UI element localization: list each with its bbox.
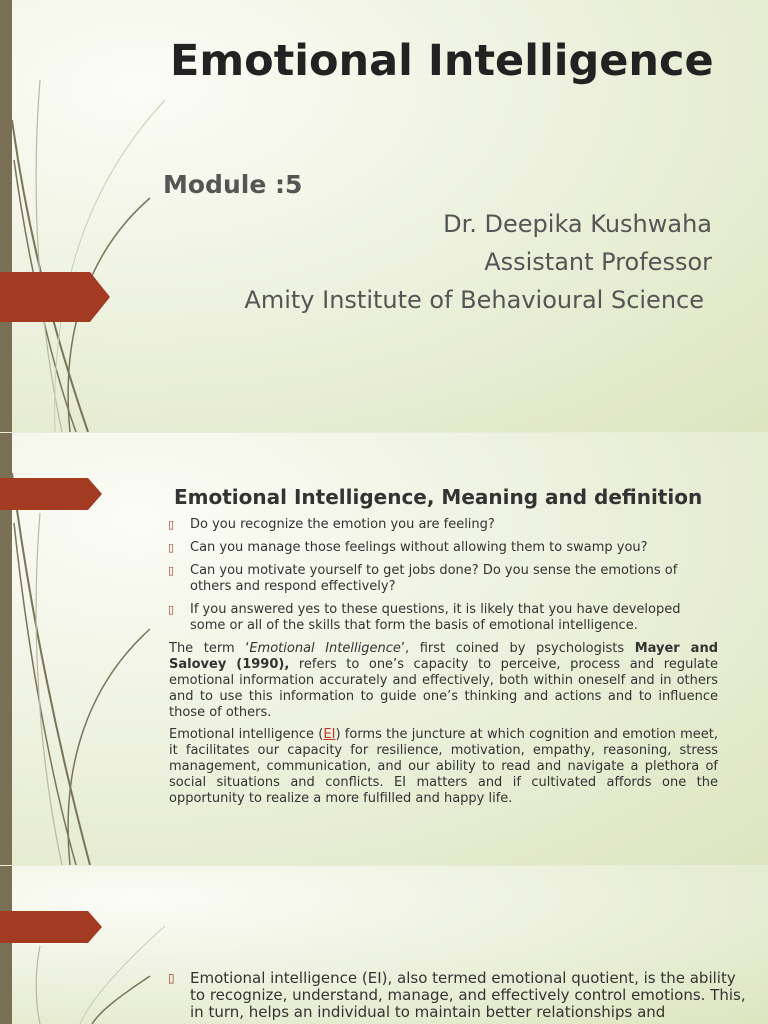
ei-paragraph: Emotional intelligence (EI) forms the juncture at which cognition and emotion meet, it facilitates our capacity for resilience, motivation, empathy, reasoning, stress management, communication, and our ability to read and navigate a plethora of social situations and conflicts. EI matters and if cultivated affords one the opportunity to realize a more fulfilled and happy life.: [169, 727, 718, 806]
accent-arrow-tab: [0, 911, 102, 943]
definition-slide: [0, 433, 768, 865]
author-institute: Amity Institute of Behavioural Science: [244, 286, 704, 314]
author-role: Assistant Professor: [484, 248, 712, 276]
title-slide: [0, 0, 768, 432]
list-item: ▯ Can you motivate yourself to get jobs done? Do you sense the emotions of others and respond effectively?: [168, 563, 678, 594]
bullet-icon: ▯: [168, 971, 175, 985]
ei-link[interactable]: EI: [323, 727, 336, 742]
accent-arrow-tab: [0, 272, 110, 322]
list-item: ▯ Do you recognize the emotion you are feeling?: [168, 517, 495, 532]
author-name: Dr. Deepika Kushwaha: [443, 210, 712, 238]
bullet-icon: ▯: [168, 564, 175, 577]
list-item: ▯ If you answered yes to these questions, it is likely that you have developed some or all of the skills that form the basis of emotional intelligence.: [168, 602, 681, 633]
accent-arrow-tab: [0, 478, 102, 510]
definition-paragraph: The term ‘Emotional Intelligence’, first coined by psychologists Mayer and Salovey (1990), refers to one’s capacity to perceive, process and regulate emotional information accurately and effectively, both within oneself and in others and to use this information to guide one’s thinking and actions and to influence those of others.: [169, 641, 719, 720]
slide-heading: Emotional Intelligence, Meaning and definition: [174, 485, 703, 509]
module-label: Module :5: [163, 170, 303, 199]
bullet-icon: ▯: [168, 518, 175, 531]
ei-slide: [0, 866, 768, 1024]
list-item: ▯ Emotional intelligence (EI), also termed emotional quotient, is the ability to recognize, understand, manage, and effectively control emotions. This, in turn, helps an individual to maintain better relationships and: [168, 969, 746, 1021]
slide-title: Emotional Intelligence: [170, 36, 714, 86]
bullet-icon: ▯: [168, 541, 175, 554]
question-list: [168, 517, 718, 641]
list-item: ▯ Can you manage those feelings without allowing them to swamp you?: [168, 540, 648, 555]
bullet-icon: ▯: [168, 603, 175, 616]
